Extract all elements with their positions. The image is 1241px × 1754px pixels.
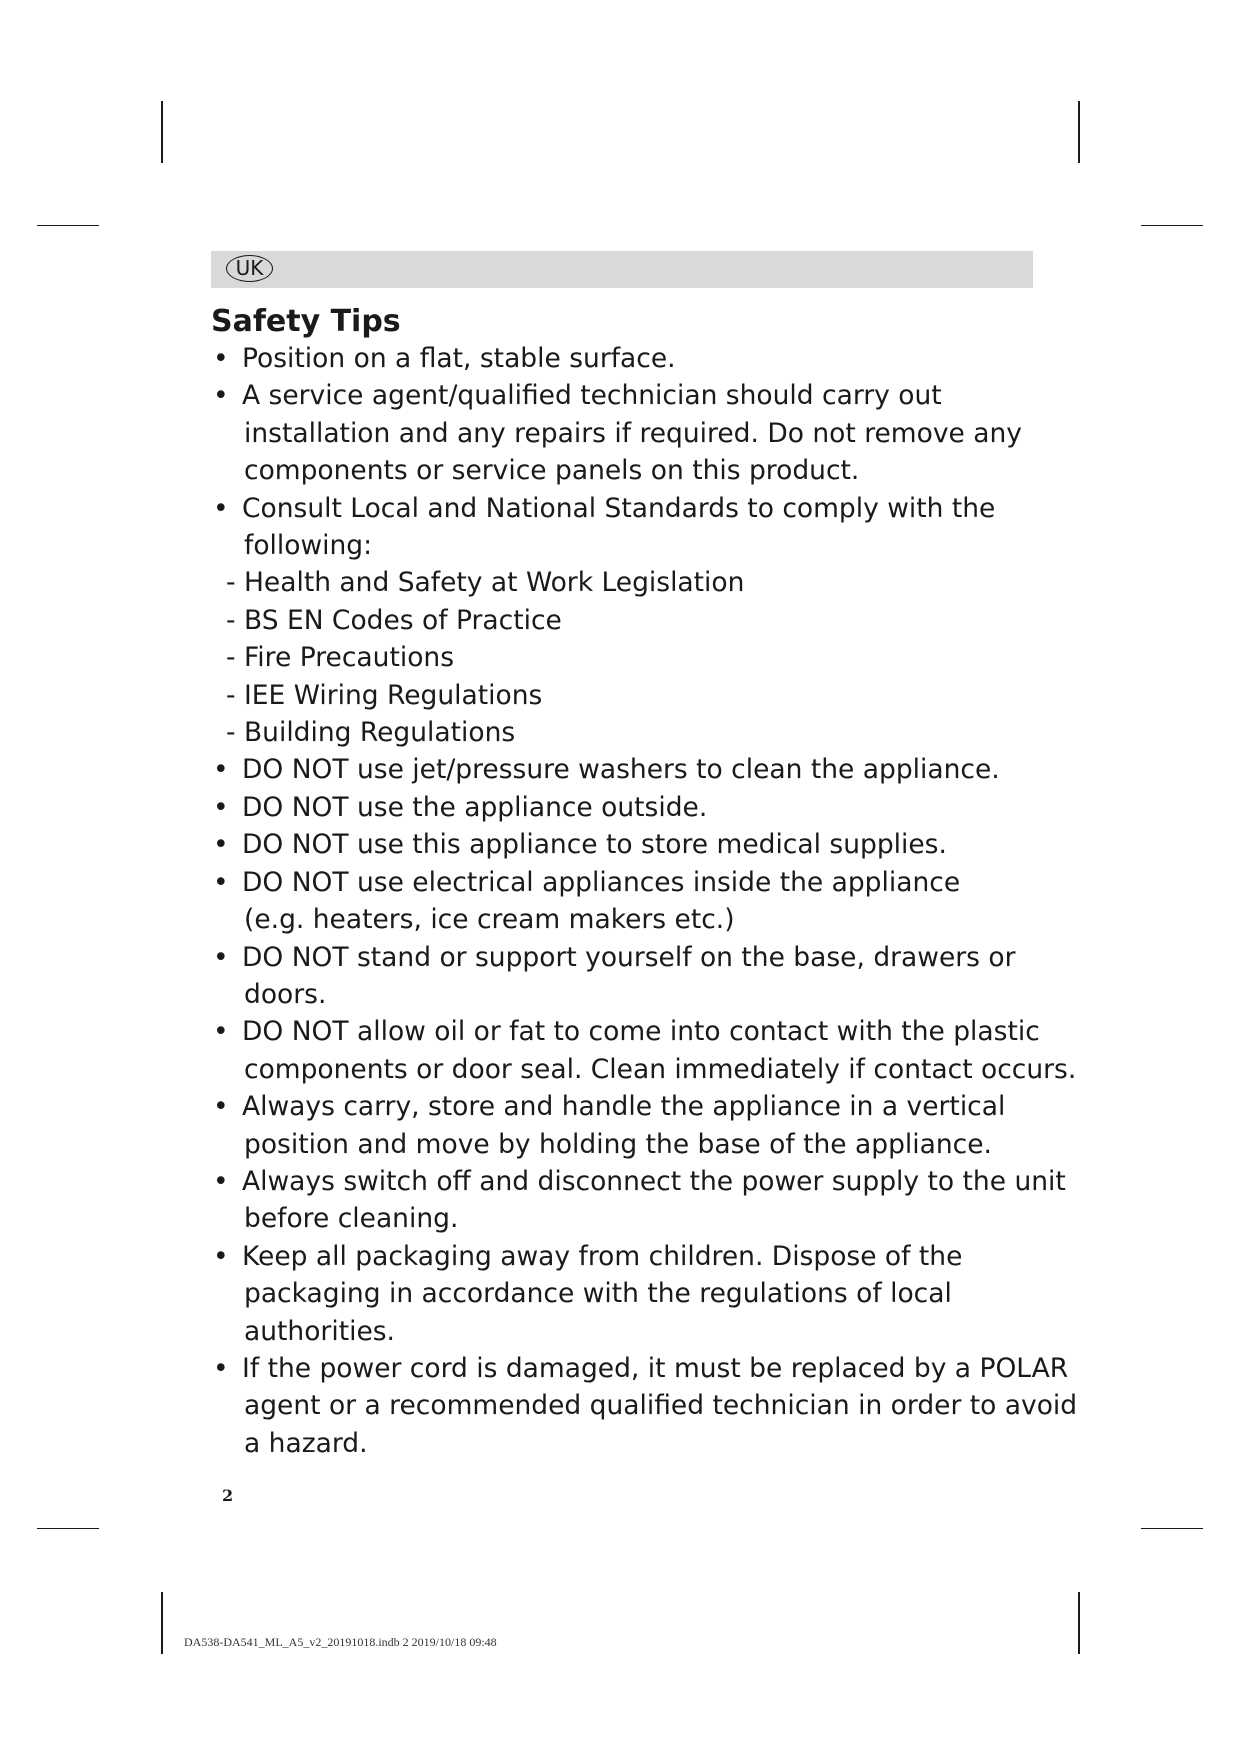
bullet-icon: •: [213, 1165, 229, 1197]
sub-list-item-text: - BS EN Codes of Practice: [226, 604, 562, 636]
list-item: [211, 1088, 1041, 1125]
list-item-text: DO NOT stand or support yourself on the base, drawers or: [242, 941, 1016, 973]
list-item-text: If the power cord is damaged, it must be replaced by a POLAR: [242, 1352, 1069, 1384]
sub-list-item-text: - Health and Safety at Work Legislation: [226, 567, 745, 599]
bullet-icon: •: [213, 1240, 229, 1272]
list-item-continuation: [211, 901, 1041, 938]
crop-mark-bottom-right: [1078, 1592, 1080, 1654]
language-bar: [211, 251, 1033, 288]
bullet-icon: •: [213, 343, 229, 374]
sub-list-item: [211, 677, 1041, 714]
list-item-continuation: [211, 1387, 1078, 1424]
list-item-text: before cleaning.: [244, 1203, 459, 1235]
list-item-text: packaging in accordance with the regulations of local: [244, 1278, 952, 1310]
sub-list-item-text: - Fire Precautions: [226, 642, 455, 674]
crop-mark-left-lower: [37, 1528, 99, 1529]
list-item-text: agent or a recommended qualified technician in order to avoid: [244, 1390, 1078, 1422]
list-item: [211, 1238, 1041, 1275]
page-title: Safety Tips: [211, 304, 401, 339]
list-item-text: position and move by holding the base of the appliance.: [244, 1128, 992, 1160]
sub-list-item: [211, 714, 1041, 751]
list-item-continuation: [211, 1051, 1077, 1088]
list-item-text: Always carry, store and handle the appliance in a vertical: [242, 1091, 1006, 1123]
bullet-icon: •: [213, 866, 229, 898]
list-item-text: doors.: [244, 978, 327, 1010]
bullet-icon: •: [213, 1352, 229, 1384]
list-item-continuation: [211, 976, 1041, 1013]
list-item-text: components or door seal. Clean immediately if contact occurs.: [244, 1053, 1077, 1085]
crop-mark-right-upper: [1141, 225, 1203, 226]
crop-mark-left-upper: [37, 225, 99, 226]
safety-tips-list: [211, 340, 1078, 1462]
list-item: [211, 1350, 1069, 1387]
list-item-text: installation and any repairs if required. Do not remove any: [244, 417, 1022, 449]
language-badge: UK: [226, 255, 273, 282]
bullet-icon: •: [213, 754, 229, 786]
crop-mark-top-right: [1078, 101, 1080, 163]
list-item-continuation: [211, 527, 1041, 564]
list-item-text: Position on a flat, stable surface.: [242, 343, 676, 374]
bullet-icon: •: [213, 1091, 229, 1123]
list-item-text: authorities.: [244, 1315, 395, 1347]
list-item-text: following:: [244, 530, 373, 562]
list-item-text: Consult Local and National Standards to comply with the: [242, 492, 996, 524]
list-item-continuation: [211, 415, 1041, 452]
sub-list-item-text: - IEE Wiring Regulations: [226, 679, 543, 711]
list-item-text: DO NOT use electrical appliances inside the appliance: [242, 866, 961, 898]
bullet-icon: •: [213, 791, 229, 823]
sub-list-item: [211, 639, 1041, 676]
list-item-text: DO NOT use the appliance outside.: [242, 791, 708, 823]
crop-mark-top-left: [161, 101, 163, 163]
list-item: [211, 751, 1041, 788]
list-item: [211, 340, 1041, 377]
bullet-icon: •: [213, 1016, 229, 1048]
sub-list-item: [211, 602, 1041, 639]
list-item-text: Keep all packaging away from children. Dispose of the: [242, 1240, 963, 1272]
list-item-continuation: [211, 1126, 1041, 1163]
list-item: [211, 1013, 1041, 1050]
list-item-text: DO NOT use jet/pressure washers to clean the appliance.: [242, 754, 1000, 786]
list-item: [211, 1163, 1066, 1200]
list-item-text: DO NOT use this appliance to store medical supplies.: [242, 829, 947, 861]
sub-list-item: [211, 564, 1041, 601]
list-item: [211, 490, 1041, 527]
list-item-continuation: [211, 1275, 1041, 1312]
list-item-text: Always switch off and disconnect the power supply to the unit: [242, 1165, 1066, 1197]
bullet-icon: •: [213, 492, 229, 524]
bullet-icon: •: [213, 829, 229, 861]
list-item: [211, 939, 1041, 976]
list-item-text: a hazard.: [244, 1427, 368, 1459]
bullet-icon: •: [213, 380, 229, 412]
bullet-icon: •: [213, 941, 229, 973]
list-item-continuation: [211, 1425, 1041, 1462]
list-item-text: DO NOT allow oil or fat to come into contact with the plastic: [242, 1016, 1040, 1048]
list-item-continuation: [211, 1200, 1041, 1237]
sub-list-item-text: - Building Regulations: [226, 717, 516, 749]
list-item: [211, 826, 1041, 863]
list-item-continuation: [211, 1313, 1041, 1350]
crop-mark-bottom-left: [161, 1592, 163, 1654]
list-item-text: components or service panels on this product.: [244, 455, 860, 487]
list-item: [211, 789, 1041, 826]
page-number: 2: [222, 1486, 234, 1505]
list-item-text: A service agent/qualified technician should carry out: [242, 380, 942, 412]
list-item-continuation: [211, 452, 1041, 489]
crop-mark-right-lower: [1141, 1528, 1203, 1529]
list-item: [211, 864, 1041, 901]
print-slug: DA538-DA541_ML_A5_v2_20191018.indb 2 2019/10/18 09:48: [184, 1635, 497, 1649]
list-item-text: (e.g. heaters, ice cream makers etc.): [244, 904, 735, 936]
list-item: [211, 377, 1041, 414]
